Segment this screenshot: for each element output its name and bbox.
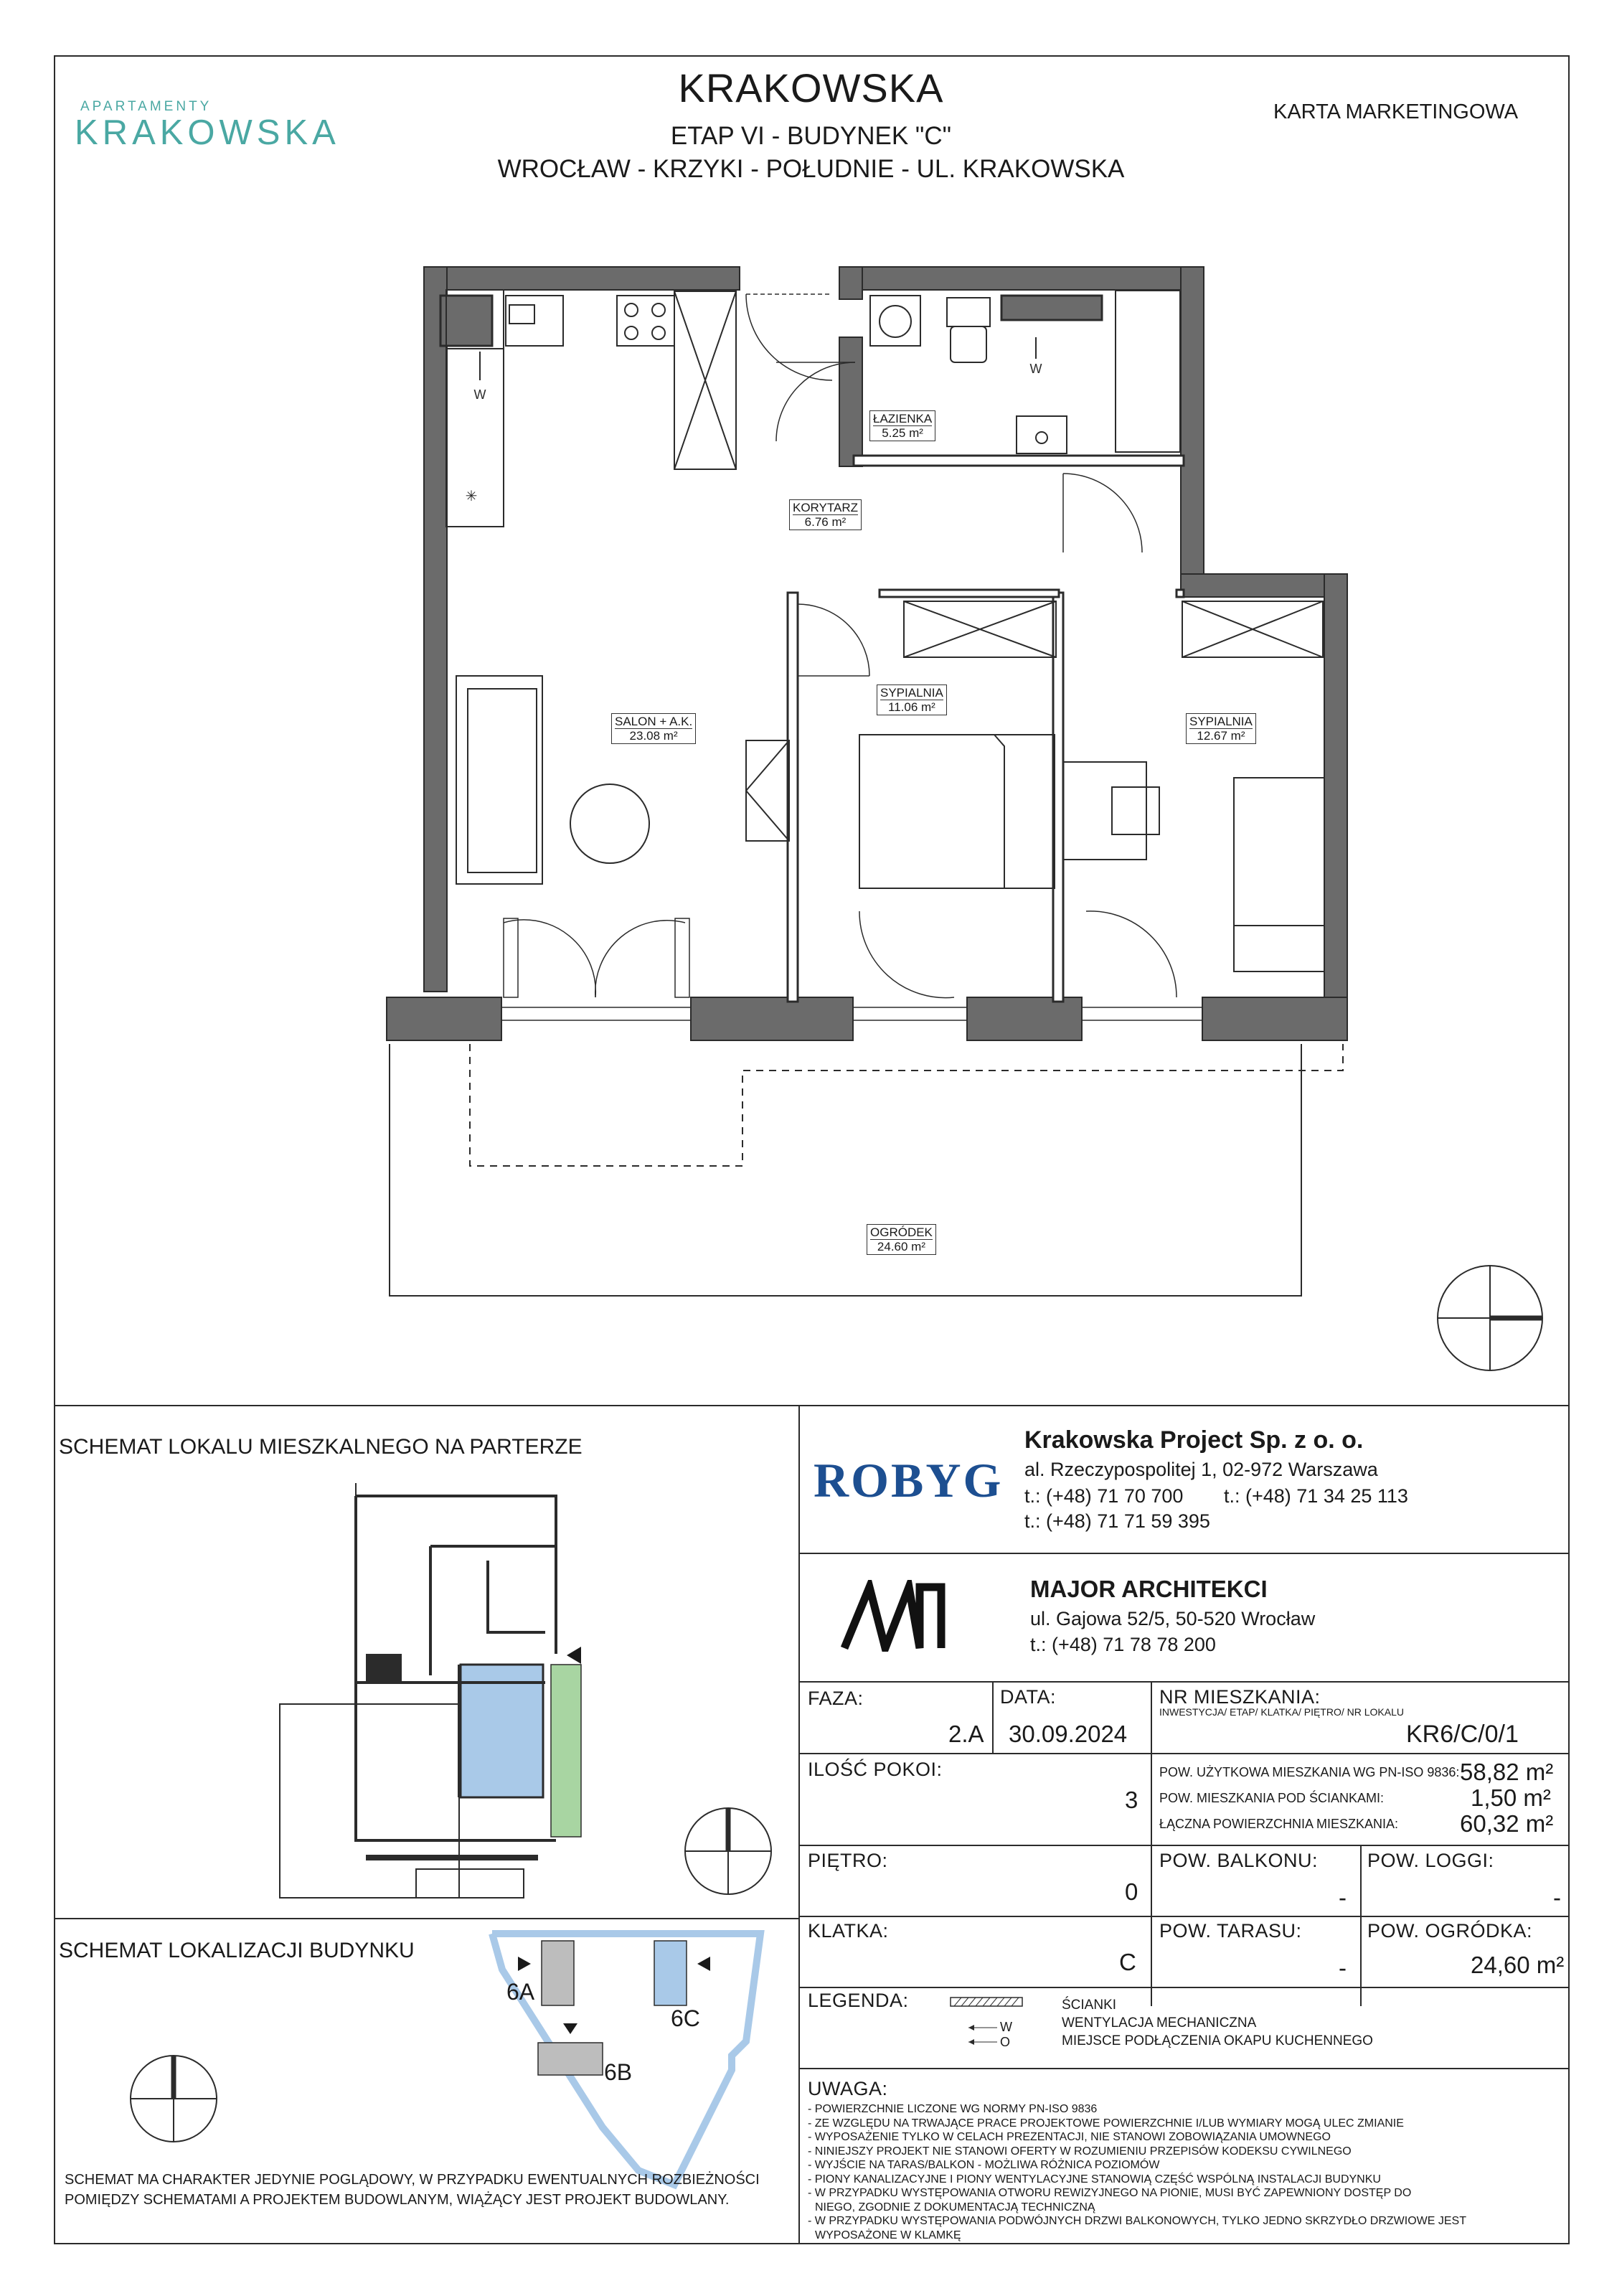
taras-label: POW. TARASU:	[1159, 1920, 1302, 1942]
garden-dash	[470, 1044, 1343, 1166]
data-label: DATA:	[1000, 1686, 1057, 1708]
area-usable-label: POW. UŻYTKOWA MIESZKANIA WG PN-ISO 9836:	[1159, 1765, 1460, 1779]
nr-sublabel: INWESTYCJA/ ETAP/ KLATKA/ PIĘTRO/ NR LOKALU	[1159, 1706, 1404, 1718]
note-line: - W PRZYPADKU WYSTĘPOWANIA PODWÓJNYCH DRZWI BALKONOWYCH, TYLKO JEDNO SKRZYDŁO DRZWIOWE JEST	[808, 2215, 1466, 2227]
area-usable-value: 58,82 m²	[1460, 1759, 1554, 1785]
building-label-6a: 6A	[506, 1979, 535, 2005]
pietro-value: 0	[1125, 1878, 1138, 1905]
legend-mark-o: O	[1000, 2035, 1011, 2049]
faza-value: 2.A	[948, 1721, 984, 1747]
developer-name: Krakowska Project Sp. z o. o.	[1024, 1426, 1364, 1454]
building-label-6c: 6C	[671, 2005, 700, 2031]
logo-top: APARTAMENTY	[80, 99, 212, 114]
architect-phone: t.: (+48) 71 78 78 200	[1030, 1634, 1216, 1655]
area-slope-value: 1,50 m²	[1471, 1784, 1551, 1811]
pokoi-label: ILOŚĆ POKOI:	[808, 1759, 943, 1780]
svg-text:✳: ✳	[465, 489, 478, 504]
garden-outline	[390, 1044, 1301, 1296]
note-line: WYPOSAŻONE W KLAMKĘ	[815, 2229, 961, 2241]
building-label-6b: 6B	[604, 2059, 633, 2085]
area-slope-label: POW. MIESZKANIA POD ŚCIANKAMI:	[1159, 1791, 1385, 1805]
note-line: - POWIERZCHNIE LICZONE WG NORMY PN-ISO 9836	[808, 2103, 1098, 2115]
shaft	[440, 296, 492, 346]
klatka-value: C	[1119, 1949, 1136, 1975]
legend-title: LEGENDA:	[808, 1990, 909, 2011]
note-line: NIEGO, ZGODNIE Z DOKUMENTACJĄ TECHNICZNĄ	[815, 2201, 1095, 2213]
developer-address: al. Rzeczypospolitej 1, 02-972 Warszawa	[1024, 1459, 1378, 1480]
notes-list	[808, 2102, 1466, 2242]
floor-schema	[273, 1467, 603, 1912]
logo-main: KRAKOWSKA	[75, 113, 340, 152]
nr-label: NR MIESZKANIA:	[1159, 1686, 1321, 1708]
major-logo	[841, 1580, 948, 1652]
schema-compass	[682, 1805, 775, 1898]
developer-phone-2: t.: (+48) 71 34 25 113	[1224, 1485, 1408, 1507]
svg-text:W: W	[1029, 362, 1042, 376]
note-line: - WYJŚCIE NA TARAS/BALKON - MOŻLIWA RÓŻNICA POZIOMÓW	[808, 2159, 1160, 2171]
page-title: KRAKOWSKA	[678, 65, 944, 110]
area-total-value: 60,32 m²	[1460, 1810, 1554, 1837]
note-line: - WYPOSAŻENIE TYLKO W CELACH PREZENTACJI, NIE STANOWI ZOBOWIĄZANIA UMOWNEGO	[808, 2131, 1331, 2143]
robyg-logo: ROBYG	[814, 1453, 1004, 1507]
loggia-label: POW. LOGGI:	[1367, 1850, 1494, 1871]
nr-value: KR6/C/0/1	[1406, 1721, 1519, 1748]
legend-item-hood: MIEJSCE PODŁĄCZENIA OKAPU KUCHENNEGO	[1062, 2033, 1373, 2048]
compass	[1438, 1266, 1542, 1370]
ogrodek-label: POW. OGRÓDKA:	[1367, 1920, 1533, 1942]
balkon-value: -	[1339, 1884, 1347, 1911]
loggia-value: -	[1553, 1884, 1561, 1911]
room-label-living: SALON + A.K. 23.08 m²	[611, 713, 696, 744]
architect-name: MAJOR ARCHITEKCI	[1030, 1576, 1268, 1602]
page-subtitle-2: WROCŁAW - KRZYKI - POŁUDNIE - UL. KRAKOWSKA	[497, 155, 1125, 183]
legend-item-walls: ŚCIANKI	[1062, 1998, 1117, 2013]
vent-mark: W	[473, 387, 486, 402]
room-label-bedroom-2: SYPIALNIA 12.67 m²	[1186, 713, 1256, 744]
schema-divider	[54, 1918, 798, 1919]
developer-phone-3: t.: (+48) 71 71 59 395	[1024, 1510, 1210, 1532]
area-total-label: ŁĄCZNA POWIERZCHNIA MIESZKANIA:	[1159, 1817, 1399, 1831]
data-value: 30.09.2024	[1009, 1721, 1128, 1747]
garden-highlight	[551, 1665, 581, 1837]
klatka-label: KLATKA:	[808, 1920, 889, 1942]
disclaimer-line-1: SCHEMAT MA CHARAKTER JEDYNIE POGLĄDOWY, W PRZYPADKU EWENTUALNYCH ROZBIEŻNOŚCI	[65, 2172, 760, 2188]
room-label-bathroom: ŁAZIENKA 5.25 m²	[869, 410, 935, 441]
note-line: - PIONY KANALIZACYJNE I PIONY WENTYLACYJNE STANOWIĄ CZĘŚĆ WSPÓLNĄ INSTALACJI BUDYNKU	[808, 2173, 1381, 2186]
taras-value: -	[1339, 1954, 1347, 1981]
note-line: - ZE WZGLĘDU NA TRWAJĄCE PRACE PROJEKTOWE POWIERZCHNIE I/LUB WYMIARY MOGĄ ULEC ZMIANIE	[808, 2117, 1404, 2130]
column-divider	[798, 1405, 800, 2244]
pietro-label: PIĘTRO:	[808, 1850, 888, 1871]
developer-phone-1: t.: (+48) 71 70 700	[1024, 1485, 1184, 1507]
room-label-bedroom-1: SYPIALNIA 11.06 m²	[877, 684, 947, 715]
legend-item-vent: WENTYLACJA MECHANICZNA	[1062, 2015, 1257, 2031]
location-compass	[127, 2052, 220, 2145]
architect-address: ul. Gajowa 52/5, 50-520 Wrocław	[1030, 1608, 1316, 1629]
faza-label: FAZA:	[808, 1688, 864, 1709]
legend-symbols	[947, 1995, 1026, 2059]
room-label-garden: OGRÓDEK 24.60 m²	[867, 1224, 936, 1255]
room-label-corridor: KORYTARZ 6.76 m²	[789, 499, 862, 530]
legend-mark-w: W	[1000, 2020, 1012, 2034]
unit-highlight	[461, 1665, 543, 1797]
schema-floor-title: SCHEMAT LOKALU MIESZKALNEGO NA PARTERZE	[59, 1435, 583, 1459]
pokoi-value: 3	[1125, 1787, 1138, 1813]
card-type: KARTA MARKETINGOWA	[1273, 100, 1519, 123]
ogrodek-value: 24,60 m²	[1471, 1952, 1565, 1978]
schema-location-title: SCHEMAT LOKALIZACJI BUDYNKU	[59, 1939, 415, 1962]
notes-title: UWAGA:	[808, 2078, 888, 2099]
balkon-label: POW. BALKONU:	[1159, 1850, 1319, 1871]
note-line: - NINIEJSZY PROJEKT NIE STANOWI OFERTY W ROZUMIENIU PRZEPISÓW KODEKSU CYWILNEGO	[808, 2145, 1352, 2158]
note-line: - W PRZYPADKU WYSTĘPOWANIA OTWORU REWIZYJNEGO NA PIONIE, MUSI BYĆ ZAPEWNIONY DOSTĘP DO	[808, 2187, 1412, 2199]
page-subtitle-1: ETAP VI - BUDYNEK "C"	[670, 122, 952, 150]
walls	[387, 267, 1347, 1040]
disclaimer-line-2: POMIĘDZY SCHEMATAMI A PROJEKTEM BUDOWLANYM, WIĄŻĄCY JEST PROJEKT BUDOWLANY.	[65, 2192, 730, 2208]
